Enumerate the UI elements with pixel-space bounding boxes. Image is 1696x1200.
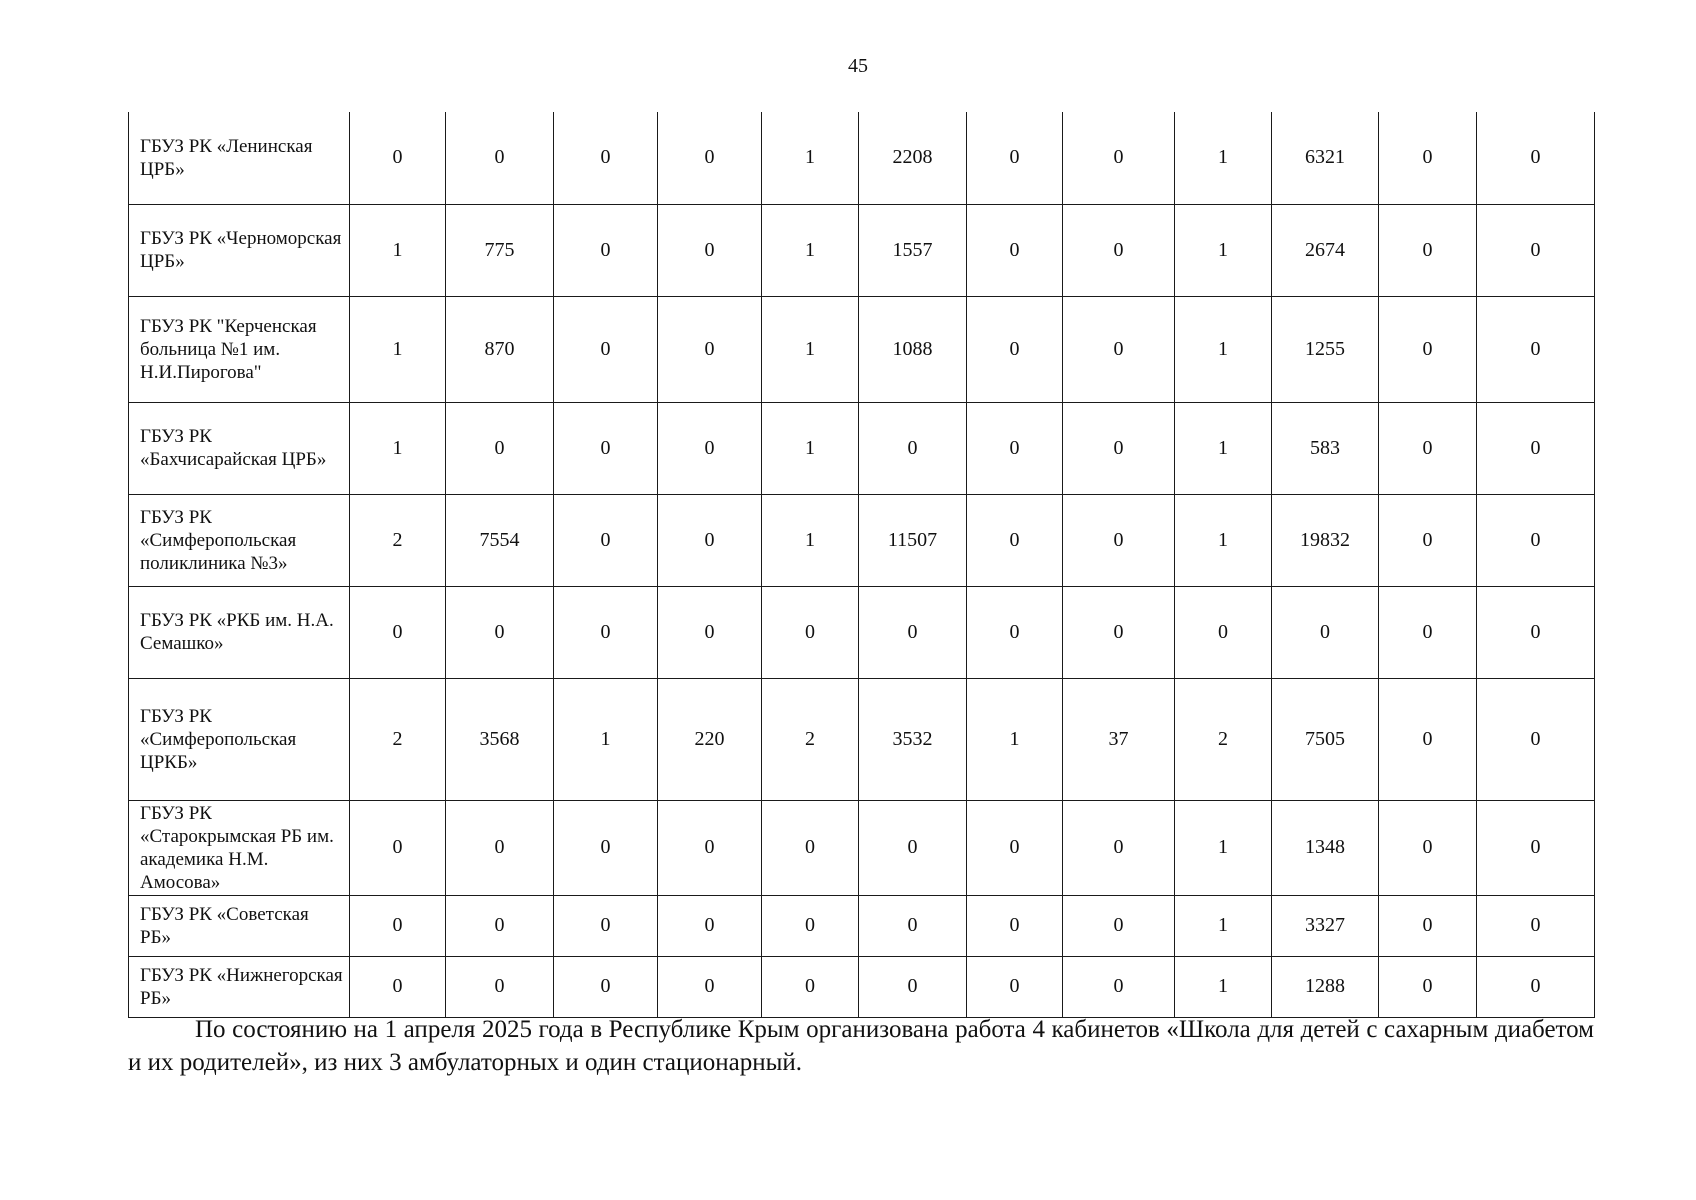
value-cell: 0	[1063, 204, 1175, 296]
value-cell: 0	[1379, 678, 1477, 800]
value-cell: 1	[1175, 895, 1272, 956]
table-row	[129, 895, 1595, 956]
value-cell: 0	[1477, 402, 1595, 494]
value-cell: 0	[967, 204, 1063, 296]
value-cell: 0	[1379, 402, 1477, 494]
value-cell: 0	[762, 956, 859, 1017]
value-cell: 1	[554, 678, 658, 800]
value-cell: 3327	[1272, 895, 1379, 956]
institution-name-cell: ГБУЗ РК «Советская РБ»	[129, 895, 350, 956]
value-cell: 0	[350, 895, 446, 956]
value-cell: 1	[762, 494, 859, 586]
institution-name-cell: ГБУЗ РК «РКБ им. Н.А. Семашко»	[129, 586, 350, 678]
value-cell: 0	[446, 800, 554, 895]
value-cell: 0	[762, 586, 859, 678]
value-cell: 0	[446, 402, 554, 494]
value-cell: 0	[1477, 956, 1595, 1017]
value-cell: 0	[658, 296, 762, 402]
value-cell: 0	[1063, 494, 1175, 586]
value-cell: 0	[1272, 586, 1379, 678]
value-cell: 0	[446, 112, 554, 204]
value-cell: 0	[859, 956, 967, 1017]
value-cell: 0	[1477, 678, 1595, 800]
table-body	[129, 112, 1595, 1017]
value-cell: 1255	[1272, 296, 1379, 402]
value-cell: 0	[554, 112, 658, 204]
value-cell: 19832	[1272, 494, 1379, 586]
value-cell: 0	[1063, 895, 1175, 956]
value-cell: 0	[554, 895, 658, 956]
value-cell: 0	[1477, 895, 1595, 956]
value-cell: 1	[1175, 956, 1272, 1017]
table-row	[129, 678, 1595, 800]
statistics-table	[128, 112, 1595, 1018]
value-cell: 6321	[1272, 112, 1379, 204]
value-cell: 0	[658, 112, 762, 204]
institution-name-cell: ГБУЗ РК «Ленинская ЦРБ»	[129, 112, 350, 204]
value-cell: 2	[762, 678, 859, 800]
value-cell: 1	[350, 296, 446, 402]
value-cell: 0	[1063, 402, 1175, 494]
value-cell: 0	[1379, 494, 1477, 586]
value-cell: 583	[1272, 402, 1379, 494]
value-cell: 220	[658, 678, 762, 800]
value-cell: 0	[967, 112, 1063, 204]
value-cell: 0	[554, 800, 658, 895]
value-cell: 2674	[1272, 204, 1379, 296]
value-cell: 0	[350, 586, 446, 678]
value-cell: 7505	[1272, 678, 1379, 800]
page-number: 45	[848, 55, 868, 77]
value-cell: 1088	[859, 296, 967, 402]
value-cell: 0	[554, 586, 658, 678]
value-cell: 0	[554, 402, 658, 494]
table-row	[129, 204, 1595, 296]
institution-name-cell: ГБУЗ РК "Керченская больница №1 им. Н.И.Пирогова"	[129, 296, 350, 402]
value-cell: 0	[1063, 296, 1175, 402]
value-cell: 0	[1477, 800, 1595, 895]
value-cell: 1	[967, 678, 1063, 800]
value-cell: 1348	[1272, 800, 1379, 895]
value-cell: 37	[1063, 678, 1175, 800]
value-cell: 0	[1379, 895, 1477, 956]
value-cell: 11507	[859, 494, 967, 586]
value-cell: 0	[658, 800, 762, 895]
value-cell: 1	[350, 402, 446, 494]
value-cell: 0	[967, 895, 1063, 956]
value-cell: 1	[1175, 800, 1272, 895]
table-row	[129, 800, 1595, 895]
value-cell: 3532	[859, 678, 967, 800]
value-cell: 870	[446, 296, 554, 402]
table-row	[129, 586, 1595, 678]
value-cell: 0	[1175, 586, 1272, 678]
value-cell: 0	[554, 204, 658, 296]
value-cell: 0	[859, 586, 967, 678]
value-cell: 2	[350, 678, 446, 800]
value-cell: 0	[859, 402, 967, 494]
value-cell: 0	[554, 956, 658, 1017]
value-cell: 0	[658, 586, 762, 678]
value-cell: 1	[1175, 112, 1272, 204]
value-cell: 1	[1175, 494, 1272, 586]
value-cell: 0	[859, 895, 967, 956]
value-cell: 2	[1175, 678, 1272, 800]
value-cell: 1	[762, 402, 859, 494]
value-cell: 0	[1477, 112, 1595, 204]
value-cell: 0	[554, 296, 658, 402]
value-cell: 0	[1477, 494, 1595, 586]
institution-name-cell: ГБУЗ РК «Симферопольская ЦРКБ»	[129, 678, 350, 800]
value-cell: 1288	[1272, 956, 1379, 1017]
value-cell: 1	[350, 204, 446, 296]
value-cell: 0	[967, 956, 1063, 1017]
value-cell: 0	[967, 586, 1063, 678]
table-row	[129, 402, 1595, 494]
value-cell: 0	[1379, 586, 1477, 678]
value-cell: 1557	[859, 204, 967, 296]
value-cell: 1	[1175, 402, 1272, 494]
value-cell: 1	[762, 204, 859, 296]
body-paragraph: По состоянию на 1 апреля 2025 года в Республике Крым организована работа 4 кабинетов «Школа для детей с сахарным диабетом и их родителей», из них 3 амбулаторных и один стационарный.	[128, 1016, 1594, 1076]
value-cell: 0	[658, 895, 762, 956]
value-cell: 0	[967, 402, 1063, 494]
value-cell: 0	[350, 112, 446, 204]
value-cell: 0	[967, 296, 1063, 402]
value-cell: 0	[1379, 800, 1477, 895]
value-cell: 0	[1477, 296, 1595, 402]
value-cell: 0	[1477, 204, 1595, 296]
table-row	[129, 112, 1595, 204]
value-cell: 0	[1379, 956, 1477, 1017]
value-cell: 1	[1175, 204, 1272, 296]
table-row	[129, 296, 1595, 402]
value-cell: 0	[1379, 204, 1477, 296]
value-cell: 2	[350, 494, 446, 586]
value-cell: 0	[350, 800, 446, 895]
value-cell: 0	[350, 956, 446, 1017]
value-cell: 0	[446, 895, 554, 956]
value-cell: 0	[1379, 296, 1477, 402]
value-cell: 0	[554, 494, 658, 586]
value-cell: 1	[1175, 296, 1272, 402]
institution-name-cell: ГБУЗ РК «Нижнегорская РБ»	[129, 956, 350, 1017]
value-cell: 0	[658, 204, 762, 296]
value-cell: 1	[762, 296, 859, 402]
value-cell: 7554	[446, 494, 554, 586]
institution-name-cell: ГБУЗ РК «Старокрымская РБ им. академика Н.М. Амосова»	[129, 800, 350, 895]
value-cell: 0	[446, 586, 554, 678]
value-cell: 0	[967, 800, 1063, 895]
value-cell: 0	[762, 895, 859, 956]
value-cell: 0	[658, 956, 762, 1017]
value-cell: 2208	[859, 112, 967, 204]
institution-name-cell: ГБУЗ РК «Симферопольская поликлиника №3»	[129, 494, 350, 586]
value-cell: 0	[658, 402, 762, 494]
value-cell: 0	[1063, 956, 1175, 1017]
value-cell: 0	[1063, 112, 1175, 204]
table-row	[129, 494, 1595, 586]
value-cell: 0	[446, 956, 554, 1017]
value-cell: 0	[1063, 586, 1175, 678]
value-cell: 0	[762, 800, 859, 895]
value-cell: 775	[446, 204, 554, 296]
value-cell: 0	[1379, 112, 1477, 204]
table-row	[129, 956, 1595, 1017]
value-cell: 0	[967, 494, 1063, 586]
value-cell: 0	[1063, 800, 1175, 895]
value-cell: 1	[762, 112, 859, 204]
value-cell: 0	[1477, 586, 1595, 678]
institution-name-cell: ГБУЗ РК «Черноморская ЦРБ»	[129, 204, 350, 296]
value-cell: 0	[658, 494, 762, 586]
value-cell: 0	[859, 800, 967, 895]
value-cell: 3568	[446, 678, 554, 800]
institution-name-cell: ГБУЗ РК «Бахчисарайская ЦРБ»	[129, 402, 350, 494]
